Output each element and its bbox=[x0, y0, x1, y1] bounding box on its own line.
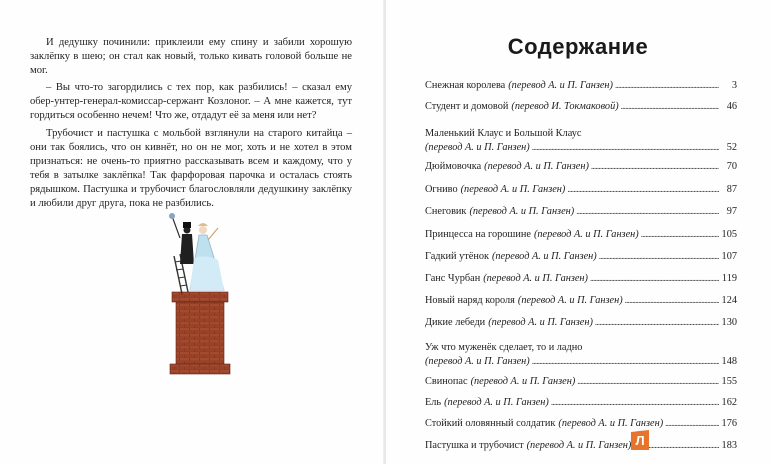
toc-entry[interactable] bbox=[425, 251, 737, 273]
toc-entry-translator: (перевод А. и П. Ганзен) bbox=[491, 251, 597, 262]
toc-entry[interactable] bbox=[425, 295, 737, 317]
dot-leader bbox=[577, 376, 719, 387]
toc-entry-translator: (перевод А. и П. Ганзен) bbox=[488, 317, 593, 328]
toc-entry-title: Пастушка и трубочист bbox=[425, 440, 524, 451]
toc-entry-page: 155 bbox=[721, 376, 737, 387]
dot-leader bbox=[567, 184, 719, 195]
dot-leader bbox=[576, 206, 719, 217]
toc-entry-translator: (перевод А. и П. Ганзен) bbox=[460, 184, 566, 195]
toc-entry-title[interactable]: Уж что муженёк сделает, то и ладно bbox=[425, 342, 583, 353]
toc-entry[interactable] bbox=[425, 161, 737, 184]
toc-entry-translator: (перевод А. и П. Ганзен) bbox=[533, 229, 639, 240]
toc-entry-page: 148 bbox=[721, 356, 737, 367]
dot-leader bbox=[625, 295, 719, 306]
toc-entry-translator: (перевод А. и П. Ганзен) bbox=[517, 295, 623, 306]
toc-entry-title: Снеговик bbox=[425, 206, 467, 217]
dot-leader bbox=[532, 356, 719, 367]
toc-entry-page: 119 bbox=[721, 273, 737, 284]
table-of-contents bbox=[425, 80, 737, 460]
toc-entry-translator: (перевод А. и П. Ганзен) bbox=[508, 80, 613, 91]
publisher-logo-icon bbox=[631, 430, 649, 450]
toc-entry-translator: (перевод А. и П. Ганзен) bbox=[469, 206, 575, 217]
toc-entry[interactable] bbox=[425, 418, 737, 440]
toc-entry-title: Дикие лебеди bbox=[425, 317, 486, 328]
toc-entry-page: 87 bbox=[726, 184, 737, 195]
toc-title: Содержание bbox=[507, 34, 649, 59]
toc-entry[interactable] bbox=[425, 440, 737, 460]
toc-entry-page: 183 bbox=[721, 440, 737, 451]
dot-leader bbox=[621, 101, 719, 112]
toc-entry-translator: (перевод А. и П. Ганзен) bbox=[483, 273, 588, 284]
toc-entry-translator: (перевод А. и П. Ганзен) bbox=[444, 397, 549, 408]
toc-entry-translator: (перевод А. и П. Ганзен) bbox=[470, 376, 576, 387]
toc-entry-page: 162 bbox=[721, 397, 737, 408]
dot-leader bbox=[599, 251, 719, 262]
toc-entry[interactable] bbox=[425, 101, 737, 128]
toc-entry-translator: (перевод А. и П. Ганзен) bbox=[425, 142, 530, 153]
toc-entry[interactable] bbox=[425, 356, 737, 376]
toc-entry-page: 105 bbox=[721, 229, 737, 240]
toc-entry-page: 70 bbox=[726, 161, 737, 172]
toc-entry[interactable] bbox=[425, 317, 737, 342]
toc-entry-page: 130 bbox=[721, 317, 737, 328]
chimney-sweep-illustration bbox=[160, 208, 240, 378]
toc-entry[interactable] bbox=[425, 397, 737, 418]
toc-entry-title: Ганс Чурбан bbox=[425, 273, 481, 284]
paragraph: И дедушку починили: приклеили ему спину и забили хорошую заклёпку в шею; он стал как новый, только кивать головой больше не мог. bbox=[30, 37, 352, 77]
toc-entry-title: Огниво bbox=[425, 184, 458, 195]
toc-entry-title: Студент и домовой bbox=[425, 101, 509, 112]
toc-entry-title: Новый наряд короля bbox=[425, 295, 515, 306]
toc-entry-page: 46 bbox=[726, 101, 737, 112]
logo-letter: Л bbox=[635, 433, 645, 448]
toc-entry-page: 97 bbox=[726, 206, 737, 217]
dot-leader bbox=[590, 273, 719, 284]
toc-entry-page: 107 bbox=[721, 251, 737, 262]
toc-entry[interactable] bbox=[425, 184, 737, 206]
dot-leader bbox=[595, 317, 719, 328]
toc-entry-title: Гадкий утёнок bbox=[425, 251, 489, 262]
toc-entry-translator: (перевод И. Токмаковой) bbox=[511, 101, 619, 112]
story-text bbox=[30, 36, 352, 211]
toc-entry-translator: (перевод А. и П. Ганзен) bbox=[425, 356, 530, 367]
dot-leader bbox=[665, 418, 719, 429]
dot-leader bbox=[591, 161, 719, 172]
toc-entry-page: 52 bbox=[726, 142, 737, 153]
toc-entry-title[interactable]: Маленький Клаус и Большой Клаус bbox=[425, 128, 582, 139]
toc-entry-page: 124 bbox=[721, 295, 737, 306]
toc-entry-title: Дюймовочка bbox=[425, 161, 482, 172]
toc-entry[interactable] bbox=[425, 142, 737, 161]
paragraph: Трубочист и пастушка с мольбой взглянули на старого китайца – они так боялись, что он кивнёт, но он не мог, хоть и не хотел в этом признаться: не очень-то приятно рассказывать всем и каждому, что у тебя в затылке заклёпка! Так фарфоровая парочка и осталась стоять рядышком. Пастушка и трубочист благословляли дедушкину заклёпку и любили друг друга, пока не разбились. bbox=[30, 127, 352, 210]
toc-entry-title: Ель bbox=[425, 397, 442, 408]
paragraph: – Вы что-то загордились с тех пор, как разбились! – сказал ему обер-унтер-генерал-комиссар-сержант Козлоног. – А мне кажется, тут гордиться особенно нечем! Что же, отдадут её за меня или нет? bbox=[30, 82, 352, 122]
toc-entry-title: Принцесса на горошине bbox=[425, 229, 531, 240]
dot-leader bbox=[615, 80, 719, 91]
toc-entry[interactable] bbox=[425, 273, 737, 295]
toc-entry-title: Снежная королева bbox=[425, 80, 506, 91]
toc-entry-title: Свинопас bbox=[425, 376, 468, 387]
toc-entry[interactable] bbox=[425, 376, 737, 397]
toc-entry-title: Стойкий оловянный солдатик bbox=[425, 418, 556, 429]
dot-leader bbox=[532, 142, 719, 153]
toc-entry[interactable] bbox=[425, 229, 737, 251]
dot-leader bbox=[641, 229, 719, 240]
left-page bbox=[0, 0, 384, 464]
toc-entry[interactable] bbox=[425, 80, 737, 101]
toc-entry[interactable] bbox=[425, 206, 737, 229]
dot-leader bbox=[551, 397, 719, 408]
toc-entry-page: 176 bbox=[721, 418, 737, 429]
toc-entry-translator: (перевод А. и П. Ганзен) bbox=[558, 418, 664, 429]
toc-entry-translator: (перевод А. и П. Ганзен) bbox=[484, 161, 589, 172]
toc-entry-page: 3 bbox=[731, 80, 737, 91]
toc-entry-translator: (перевод А. и П. Ганзен) bbox=[526, 440, 632, 451]
